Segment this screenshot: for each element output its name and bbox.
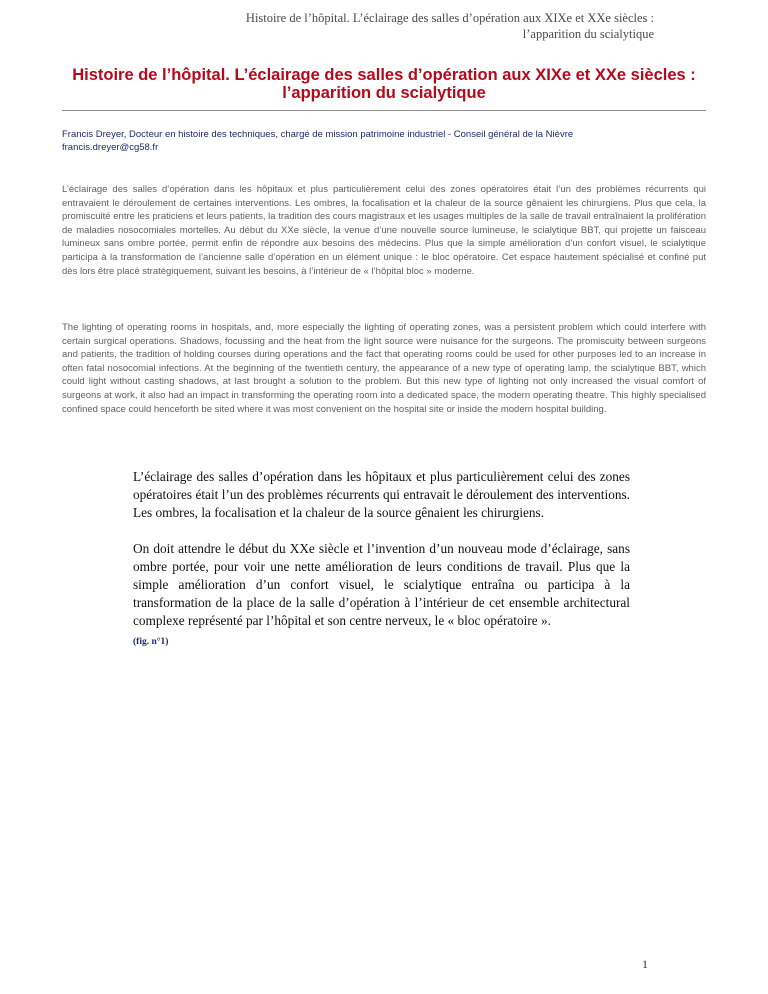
page-number: 1 (642, 957, 648, 971)
article-title (62, 66, 706, 102)
abstract-english: The lighting of operating rooms in hospitals, and, more especially the lighting of operating zones, was a persistent problem which could interfere with certain surgical operations. Shadows, focussing and the heat from the light source were nuisance for the surgeons. The promiscuity between surgeons and patients, the tradition of holding courses during operations and the fact that operating rooms could be used for other purposes led to an increase in often fatal nosocomial infections. At the beginning of the twentieth century, the appearance of a new type of operating lamp, the scialytique BBT, which could light without casting shadows, at last brought a solution to the problem. But this new type of lighting not only increased the visual comfort of surgeons at work, it also had an impact in transforming the operating room into a dedicated space, the modern operating theatre. This highly specialised confined space could henceforth be sited where it was most convenient on the hospital site or inside the modern hospital building. (62, 322, 706, 415)
figure-reference: (fig. n°1) (133, 637, 169, 647)
article-title-line-2: l’apparition du scialytique (282, 84, 486, 102)
running-header-line-1: Histoire de l’hôpital. L’éclairage des salles d’opération aux XIXe et XXe siècles : (245, 11, 654, 25)
running-header-line-2: l’apparition du scialytique (522, 27, 654, 41)
running-header (134, 10, 654, 42)
title-divider (62, 110, 706, 111)
article-title-line-1: Histoire de l’hôpital. L’éclairage des salles d’opération aux XIXe et XXe siècles : (72, 66, 696, 84)
author-affiliation: Francis Dreyer, Docteur en histoire des techniques, chargé de mission patrimoine industriel - Conseil général de la Nièvre (62, 129, 574, 140)
abstract-french: L’éclairage des salles d’opération dans les hôpitaux et plus particulièrement celui des zones opératoires était l’un des problèmes récurrents qui entravaient le déroulement de certaines interventions. Les ombres, la focalisation et la chaleur de la source gênaient les chirurgiens. Plus que cela, la promiscuité entre les praticiens et leurs patients, la tradition des cours magistraux et les usages multiples de la salle de travail entraînaient la prolifération de maladies nosocomiales mortelles. Au début du XXe siècle, la venue d’une nouvelle source lumineuse, le scialytique BBT, qui projette un faisceau lumineux sans ombre portée, permit enfin de répondre aux besoins des médecins. Plus que la simple amélioration d’un confort visuel, le scialytique participa à la transformation de l’ancienne salle d’opération en un élément unique : le bloc opératoire. Cet espace hautement spécialisé et confiné put dès lors être placé stratégiquement, suivant les besoins, à l’intérieur de « l’hôpital bloc » moderne. (62, 184, 706, 277)
body-paragraph-1: L’éclairage des salles d’opération dans les hôpitaux et plus particulièrement celui des zones opératoires était l’un des problèmes récurrents qui entravait le déroulement des interventions. Les ombres, la focalisation et la chaleur de la source gênaient les chirurgiens. (133, 469, 630, 520)
body-paragraph-2: On doit attendre le début du XXe siècle et l’invention d’un nouveau mode d’éclairage, sans ombre portée, pour voir une nette amélioration de leurs conditions de travail. Plus que la simple amélioration d’un confort visuel, le scialytique entraîna ou participa à la transformation de la place de la salle d’opération à l’intérieur de cet ensemble architectural complexe représenté par l’hôpital et son centre nerveux, le « bloc opératoire ». (133, 541, 630, 628)
author-email: francis.dreyer@cg58.fr (62, 142, 159, 153)
author-block (62, 128, 706, 154)
